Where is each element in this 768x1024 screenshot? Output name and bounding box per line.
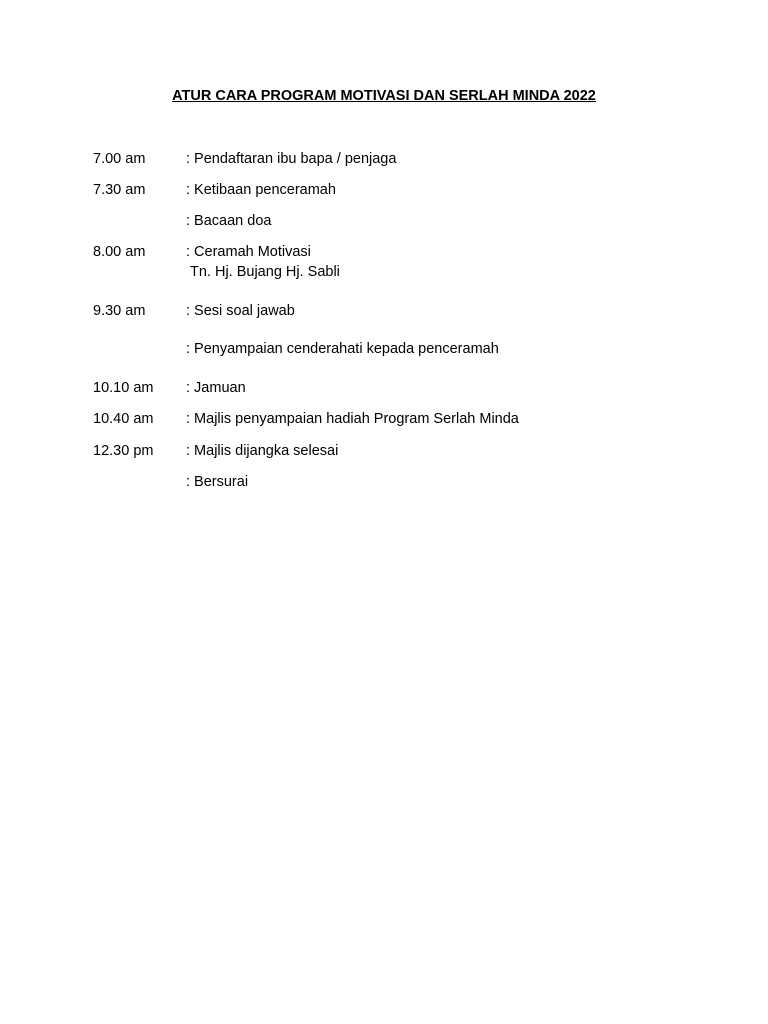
- schedule-item-group: [186, 243, 340, 281]
- schedule-time: 10.40 am: [93, 411, 154, 427]
- schedule-time: 9.30 am: [93, 303, 146, 319]
- schedule-item: : Sesi soal jawab: [186, 303, 295, 319]
- schedule-item: : Penyampaian cenderahati kepada penceramah: [186, 341, 499, 357]
- document-title: ATUR CARA PROGRAM MOTIVASI DAN SERLAH MINDA 2022: [172, 88, 596, 104]
- schedule-item: : Bacaan doa: [186, 213, 272, 229]
- schedule-time: 7.30 am: [93, 182, 146, 198]
- schedule-item: : Majlis penyampaian hadiah Program Serlah Minda: [186, 411, 519, 427]
- schedule-item: : Bersurai: [186, 474, 249, 490]
- schedule-item: : Ceramah Motivasi: [186, 244, 311, 260]
- schedule-time: 10.10 am: [93, 380, 154, 396]
- schedule-time: 8.00 am: [93, 244, 146, 260]
- schedule-item: : Ketibaan penceramah: [186, 182, 336, 198]
- schedule-time: 7.00 am: [93, 151, 146, 167]
- schedule-item: : Jamuan: [186, 380, 246, 396]
- schedule-time: 12.30 pm: [93, 443, 154, 459]
- schedule-item: : Majlis dijangka selesai: [186, 443, 339, 459]
- schedule-item: : Pendaftaran ibu bapa / penjaga: [186, 151, 397, 167]
- schedule-item-speaker: Tn. Hj. Bujang Hj. Sabli: [190, 264, 340, 280]
